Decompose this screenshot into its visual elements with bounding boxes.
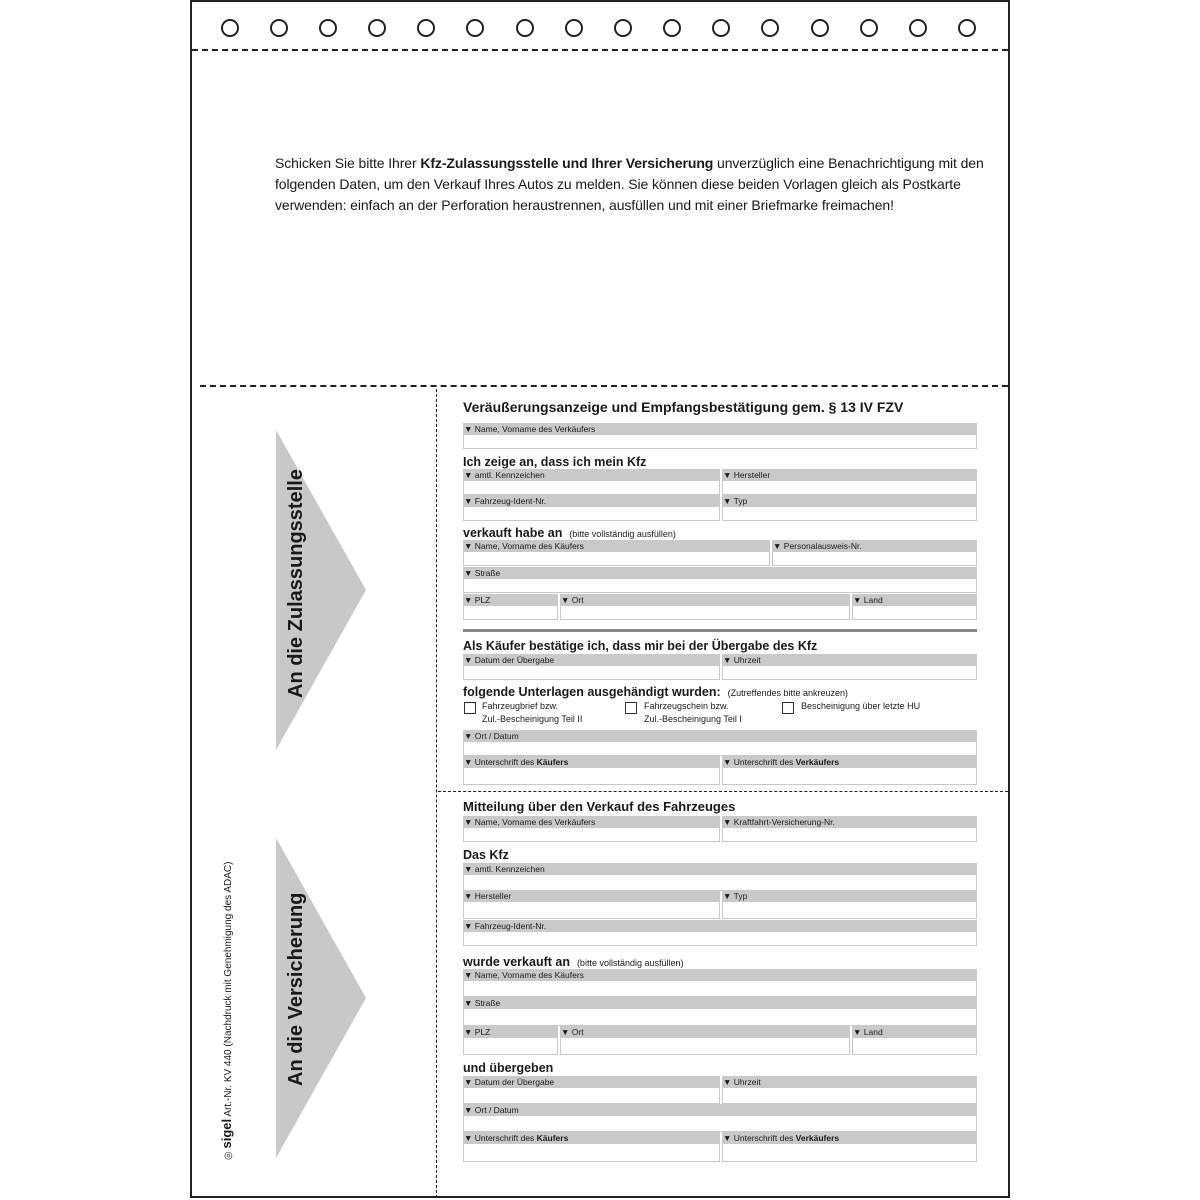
input-ort-datum[interactable] (463, 742, 977, 756)
label-buyer-name: ▼ Name, Vorname des Käufers (463, 540, 770, 552)
perforation-top (192, 49, 1008, 51)
card2-title: Mitteilung über den Verkauf des Fahrzeuges (463, 799, 736, 814)
punch-hole (663, 19, 681, 37)
checkbox-fahrzeugschein-label: Fahrzeugschein bzw. Zul.-Bescheinigung Teil I (644, 701, 742, 724)
checkbox-fahrzeugbrief[interactable] (464, 702, 476, 714)
input-sig-verkaeufer-2[interactable] (722, 1144, 977, 1162)
input-ort[interactable] (560, 606, 850, 620)
punch-hole (958, 19, 976, 37)
checkbox-hu[interactable] (782, 702, 794, 714)
label-sig-verkaeufer-2: ▼ Unterschrift des Verkäufers (722, 1132, 977, 1144)
input-datum[interactable] (463, 666, 720, 680)
heading-verkauft: verkauft habe an (bitte vollständig ausfüllen) (463, 526, 676, 540)
label-datum-2: ▼ Datum der Übergabe (463, 1076, 720, 1088)
checkbox-fahrzeugschein[interactable] (625, 702, 637, 714)
label-fin-2: ▼ Fahrzeug-Ident-Nr. (463, 920, 977, 932)
perforation-vertical (436, 389, 437, 1198)
label-ort-datum-2: ▼ Ort / Datum (463, 1104, 977, 1116)
input-kennzeichen-2[interactable] (463, 875, 977, 891)
punch-holes (221, 19, 981, 39)
input-strasse[interactable] (463, 579, 977, 593)
label-versnr: ▼ Kraftfahrt-Versicherung-Nr. (722, 816, 977, 828)
heading-zeige-an: Ich zeige an, dass ich mein Kfz (463, 455, 647, 469)
input-typ-2[interactable] (722, 902, 977, 919)
label-zulassungsstelle: An die Zulassungsstelle (285, 469, 307, 698)
punch-hole (417, 19, 435, 37)
input-ort-2[interactable] (560, 1038, 850, 1055)
label-datum: ▼ Datum der Übergabe (463, 654, 720, 666)
input-ausweis[interactable] (772, 552, 977, 566)
label-sig-kaeufer: ▼ Unterschrift des Käufers (463, 756, 720, 768)
label-sig-verkaeufer: ▼ Unterschrift des Verkäufers (722, 756, 977, 768)
label-sig-kaeufer-2: ▼ Unterschrift des Käufers (463, 1132, 720, 1144)
label-uhrzeit-2: ▼ Uhrzeit (722, 1076, 977, 1088)
input-sig-kaeufer-2[interactable] (463, 1144, 720, 1162)
input-land-2[interactable] (852, 1038, 977, 1055)
label-hersteller-2: ▼ Hersteller (463, 890, 720, 902)
input-buyer-name[interactable] (463, 552, 770, 566)
label-land: ▼ Land (852, 594, 977, 606)
input-buyer-name-2[interactable] (463, 981, 977, 997)
input-uhrzeit[interactable] (722, 666, 977, 680)
perforation-middle (200, 385, 1008, 387)
divider-bar (463, 629, 977, 632)
punch-hole (270, 19, 288, 37)
punch-hole (811, 19, 829, 37)
label-hersteller: ▼ Hersteller (722, 469, 977, 481)
heading-uebergeben: und übergeben (463, 1061, 554, 1075)
card1-title: Veräußerungsanzeige und Empfangsbestätigung gem. § 13 IV FZV (463, 399, 904, 415)
label-typ-2: ▼ Typ (722, 890, 977, 902)
label-versicherung: An die Versicherung (285, 892, 307, 1086)
punch-hole (909, 19, 927, 37)
input-seller-name-2[interactable] (463, 828, 720, 842)
heading-wurde-verkauft: wurde verkauft an (bitte vollständig ausfüllen) (463, 955, 684, 969)
heading-kaeufer: Als Käufer bestätige ich, dass mir bei der Übergabe des Kfz (463, 639, 818, 653)
punch-hole (761, 19, 779, 37)
punch-hole (319, 19, 337, 37)
label-typ: ▼ Typ (722, 495, 977, 507)
label-ausweis: ▼ Personalausweis-Nr. (772, 540, 977, 552)
punch-hole (466, 19, 484, 37)
heading-unterlagen: folgende Unterlagen ausgehändigt wurden: (Zutreffendes bitte ankreuzen) (463, 685, 849, 699)
label-kennzeichen: ▼ amtl. Kennzeichen (463, 469, 720, 481)
heading-das-kfz: Das Kfz (463, 848, 509, 862)
label-land-2: ▼ Land (852, 1026, 977, 1038)
input-fin-2[interactable] (463, 932, 977, 946)
punch-hole (221, 19, 239, 37)
input-versnr[interactable] (722, 828, 977, 842)
label-plz: ▼ PLZ (463, 594, 558, 606)
punch-hole (614, 19, 632, 37)
input-land[interactable] (852, 606, 977, 620)
input-plz[interactable] (463, 606, 558, 620)
input-strasse-2[interactable] (463, 1009, 977, 1026)
input-typ[interactable] (722, 507, 977, 521)
punch-hole (368, 19, 386, 37)
label-ort-2: ▼ Ort (560, 1026, 850, 1038)
input-kennzeichen[interactable] (463, 481, 720, 495)
punch-hole (860, 19, 878, 37)
input-sig-verkaeufer[interactable] (722, 768, 977, 785)
input-hersteller-2[interactable] (463, 902, 720, 919)
input-seller-name[interactable] (463, 435, 977, 449)
punch-hole (712, 19, 730, 37)
input-ort-datum-2[interactable] (463, 1116, 977, 1132)
label-ort: ▼ Ort (560, 594, 850, 606)
label-uhrzeit: ▼ Uhrzeit (722, 654, 977, 666)
label-ort-datum: ▼ Ort / Datum (463, 730, 977, 742)
label-seller-name: ▼ Name, Vorname des Verkäufers (463, 423, 977, 435)
credit-line: ◎ sigel Art.-Nr. KV 440 (Nachdruck mit Genehmigung des ADAC) (219, 861, 234, 1160)
label-strasse-2: ▼ Straße (463, 997, 977, 1009)
punch-hole (565, 19, 583, 37)
input-fin[interactable] (463, 507, 720, 521)
label-fin: ▼ Fahrzeug-Ident-Nr. (463, 495, 720, 507)
checkbox-hu-label: Bescheinigung über letzte HU (801, 701, 921, 711)
input-plz-2[interactable] (463, 1038, 558, 1055)
label-plz-2: ▼ PLZ (463, 1026, 558, 1038)
intro-text: Schicken Sie bitte Ihrer Kfz-Zulassungsstelle und Ihrer Versicherung unverzüglich eine Benachrichtigung mit den folgenden Daten, um den Verkauf Ihres Autos zu melden. Sie können diese beiden Vorlagen gleich als Postkarte verwenden: einfach an der Perforation heraustrennen, ausfüllen und mit einer Briefmarke freimachen! (275, 155, 984, 213)
label-strasse: ▼ Straße (463, 567, 977, 579)
perforation-cards (438, 791, 1008, 792)
label-kennzeichen-2: ▼ amtl. Kennzeichen (463, 863, 977, 875)
checkbox-fahrzeugbrief-label: Fahrzeugbrief bzw. Zul.-Bescheinigung Teil II (482, 701, 583, 724)
input-hersteller[interactable] (722, 481, 977, 495)
input-uhrzeit-2[interactable] (722, 1088, 977, 1104)
punch-hole (516, 19, 534, 37)
label-buyer-name-2: ▼ Name, Vorname des Käufers (463, 969, 977, 981)
label-seller-name-2: ▼ Name, Vorname des Verkäufers (463, 816, 720, 828)
input-sig-kaeufer[interactable] (463, 768, 720, 785)
input-datum-2[interactable] (463, 1088, 720, 1104)
